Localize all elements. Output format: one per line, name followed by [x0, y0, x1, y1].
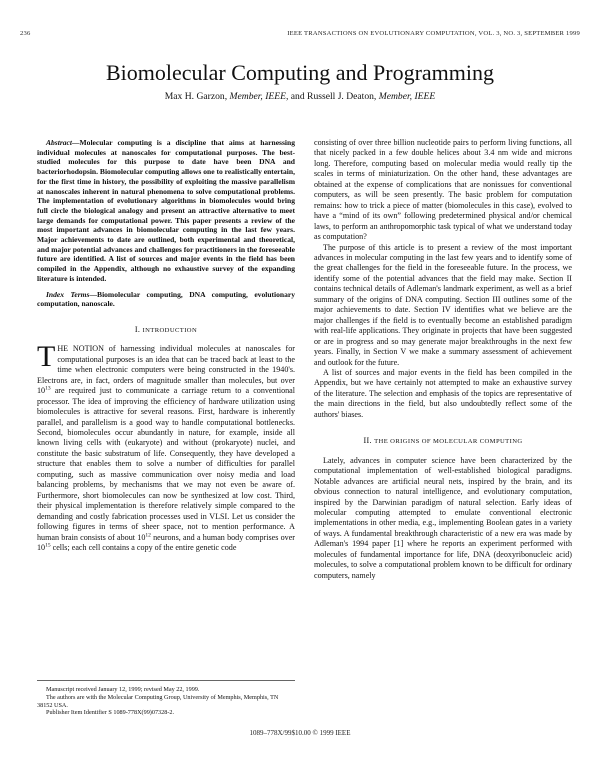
page-number: 236: [20, 30, 31, 37]
section-2-title: THE ORIGINS OF MOLECULAR COMPUTING: [374, 438, 523, 446]
abstract-text: Molecular computing is a discipline that aims at harnessing individual molecules at nanoscales for computational purposes. The best-studied molecules for this purpose to date have been DNA and bacteriorhodopsin. Biomolecular computing allows one to realistically entertain, for the first time in history, the possibility of exploiting the massive parallelism at nanoscales inherent in natural phenomena to solve computational problems. The implementation of evolutionary algorithms in biomolecules would bring full circle the biological analogy and present an attractive alternative to meet large demands for computational power. This paper presents a review of the most important advances in biomolecular computing in the last few years. Major achievements to date are outlined, both experimental and theoretical, and major potential advances and challenges for practitioners in the foreseeable future are identified. A list of sources and major events in the field has been compiled in the Appendix, although no exhaustive survey of the expanding literature is intended.: [37, 138, 295, 283]
copyright-line: 1089–778X/99$10.00 © 1999 IEEE: [249, 729, 351, 737]
section-1-text-b: are required just to communicate a carriage return to a conventional processor. The idea of improving the efficiency of hardware utilization using biomolecules is attractive for several reasons. First, hardware is inherently parallel, and parallelism is a good way to handle computational bottlenecks. Second, biomolecules occur abundantly in nature, for example, inside all known living cells with (eukaryote) and without (prokaryote) nuclei, and constitute the basic substratum of life. Consequently, they have developed a structure that enables them to solve a number of difficulties for parallel computing, such as massive communication over noisy media and load balancing problems, by mechanisms that we may not even be aware of. Furthermore, short biomolecules can now be synthesized at low cost. Third, their physical implementation is therefore relatively simple compared to the demanding and costly fabrication processes used in VLSI. Let us consider the following figures in terms of sheer space, not to mention performance. A human brain consists of about 10: [37, 386, 295, 542]
index-terms-text: Biomolecular computing, DNA computing, evolutionary computation, nanoscale.: [37, 289, 295, 309]
section-1-heading: [37, 325, 295, 336]
section-1-text-d: cells; each cell contains a copy of the entire genetic code: [50, 543, 237, 553]
footnote-affiliation: The authors are with the Molecular Computing Group, University of Memphis, Memphis, TN 38152 USA.: [37, 693, 279, 709]
exponent-1: 13: [45, 385, 51, 392]
exponent-3: 15: [45, 542, 51, 549]
abstract: [37, 138, 295, 284]
index-terms: [37, 290, 295, 309]
abstract-lead: Abstract—: [46, 138, 80, 147]
section-2-number: II.: [363, 436, 372, 446]
footnote-received: Manuscript received January 12, 1999; revised May 22, 1999.: [46, 686, 200, 693]
author-line: [0, 91, 600, 102]
author-2: and Russell J. Deaton,: [290, 91, 377, 102]
paper-title: Biomolecular Computing and Programming: [105, 60, 494, 85]
footnotes: [37, 680, 295, 717]
right-column: [314, 138, 572, 581]
right-paragraph-3: A list of sources and major events in the field has been compiled in the Appendix, but we have certainly not attempted to make an exhaustive survey of the literature. The selection and emphasis of the topics are representative of the main directions in the field, but also undoubtedly reflect some of the authors' biases.: [314, 367, 572, 419]
right-paragraph-2: The purpose of this article is to present a review of the most important advances in molecular computing in the last few years and to identify some of the great challenges for the field in the foreseeable future. In the process, we identify some of the potential advances that the field may make. Section II contains technical details of Adleman's landmark experiment, as well as a brief summary of the origins of DNA computing. Section III outlines some of the major achievements to date. Section IV identifies what we believe are the major challenges if the field is to eventually become an established paradigm with real-life applications. They originate in projects that have been suggested or are in progress and so may generate major breakthroughs in the next few years. Finally, in Section V we make a summary assessment of achievement and outlook for the future.: [314, 242, 572, 367]
section-1-text-c: neurons, and a human body comprises over 10: [37, 532, 295, 553]
section-2-heading: [314, 436, 572, 447]
running-header: [20, 30, 580, 37]
author-1-role: Member, IEEE,: [229, 91, 289, 102]
section-2-paragraph: Lately, advances in computer science have been characterized by the computational implementation of well-established biological paradigms. Notable advances are artificial neural nets, inspired by the brain, and its obvious connection to natural intelligence, and evolutionary computation, inspired by the Darwinian paradigm of natural selection. Early ideas of molecular computing attempted to emulate conventional electronic implementations in other media, e.g., implementing Boolean gates in a variety of ways. A fundamental breakthrough characteristic of a new era was made by Adleman's 1994 paper [1] where he reports an experiment performed with molecules of fundamental importance for life, DNA (deoxyribonucleic acid) molecules, to solve a computational problem known to be difficult for ordinary computers, namely: [314, 455, 572, 580]
section-1-paragraph: [37, 340, 295, 553]
footnote-identifier: Publisher Item Identifier S 1089-778X(99)07328-2.: [46, 709, 175, 717]
author-2-role: Member, IEEE: [378, 91, 436, 102]
left-column: [37, 138, 295, 553]
drop-cap: T: [37, 340, 56, 374]
section-1-title: INTRODUCTION: [142, 326, 198, 334]
author-1: Max H. Garzon,: [164, 91, 228, 102]
section-1-number: I.: [134, 324, 141, 334]
exponent-2: 12: [145, 531, 151, 538]
section-1-text-a: HE NOTION of harnessing individual molecules at nanoscales for computational purposes is an idea that can be traced back at least to the time when electronic computers were being constructed in the 1940's. Electrons are, in fact, orders of magnitude smaller than molecules, but over 10: [37, 344, 295, 396]
right-paragraph-1: consisting of over three billion nucleotide pairs to perform living functions, all that nicely packed in a few double helices about 3.4 nm wide and microns long. Therefore, computing based on molecular media would really tip the scales in terms of miniaturization. On the other hand, these advantages are obtained at the expense of complications that are nonissues for conventional computers, as will be seen presently. The basic problem for computation remains: how to trick a piece of matter (biomolecules in this case), evolved to have a “mind of its own” following predetermined physical and/or chemical laws, to perform an anthropomorphic task typical of what we understand today as computation?: [314, 138, 572, 242]
journal-name: IEEE TRANSACTIONS ON EVOLUTIONARY COMPUTATION, VOL. 3, NO. 3, SEPTEMBER 1999: [287, 30, 580, 37]
index-terms-lead: Index Terms—: [46, 289, 98, 299]
